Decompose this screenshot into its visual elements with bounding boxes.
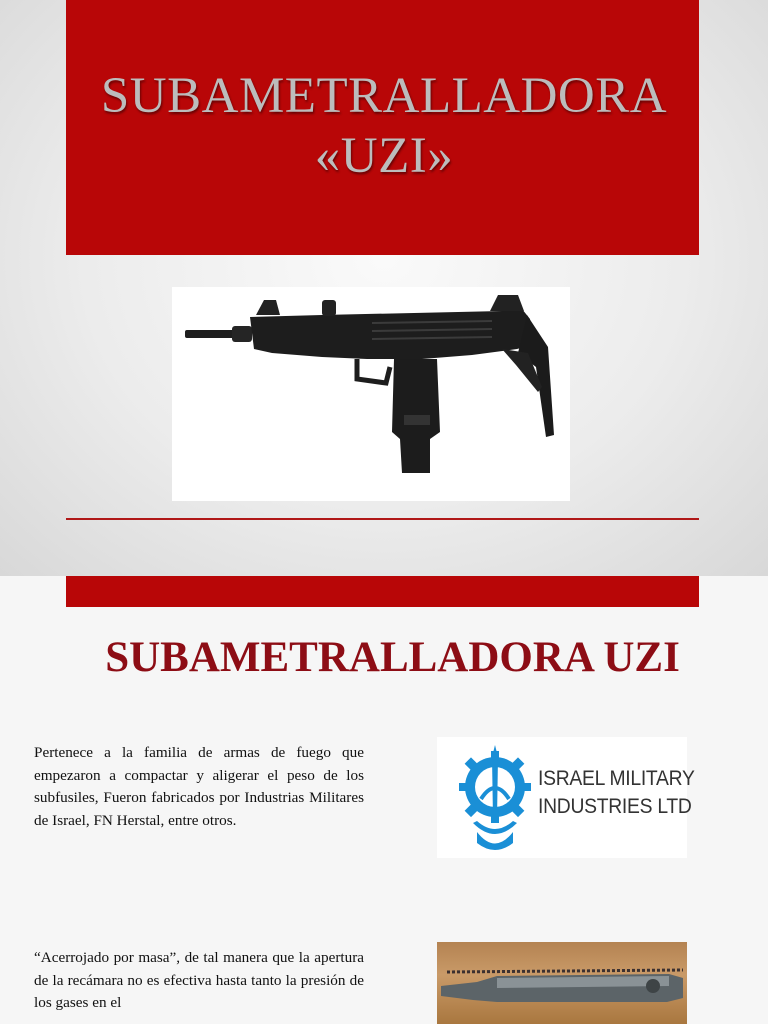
slide-heading: SUBAMETRALLADORA UZI bbox=[105, 634, 680, 681]
slide-title bbox=[0, 66, 768, 186]
paragraph-1: Pertenece a la familia de armas de fuego que empezaron a compactar y aligerar el peso de los subfusiles, Fueron fabricados por Industrias Militares de Israel, FN Herstal, entre otros. bbox=[34, 744, 364, 829]
title-line-1: SUBAMETRALLADORA bbox=[100, 68, 668, 124]
logo-text bbox=[538, 765, 695, 821]
top-banner bbox=[66, 576, 699, 607]
logo-line-1: ISRAEL MILITARY bbox=[538, 767, 695, 790]
logo-line-2: INDUSTRIES LTD bbox=[538, 795, 692, 818]
title-line-2: «UZI» bbox=[314, 128, 454, 184]
divider-line bbox=[66, 518, 699, 520]
bolt-part-image bbox=[437, 942, 687, 1024]
uzi-gun-image bbox=[172, 287, 570, 501]
imi-emblem-icon bbox=[437, 737, 537, 858]
uzi-photo bbox=[172, 287, 570, 501]
imi-logo bbox=[437, 737, 695, 858]
paragraph-2: “Acerrojado por masa”, de tal manera que la apertura de la recámara no es efectiva hasta tanto la presión de los gases en el bbox=[34, 949, 364, 1011]
content-slide bbox=[0, 576, 768, 1024]
bolt-photo bbox=[437, 942, 687, 1024]
